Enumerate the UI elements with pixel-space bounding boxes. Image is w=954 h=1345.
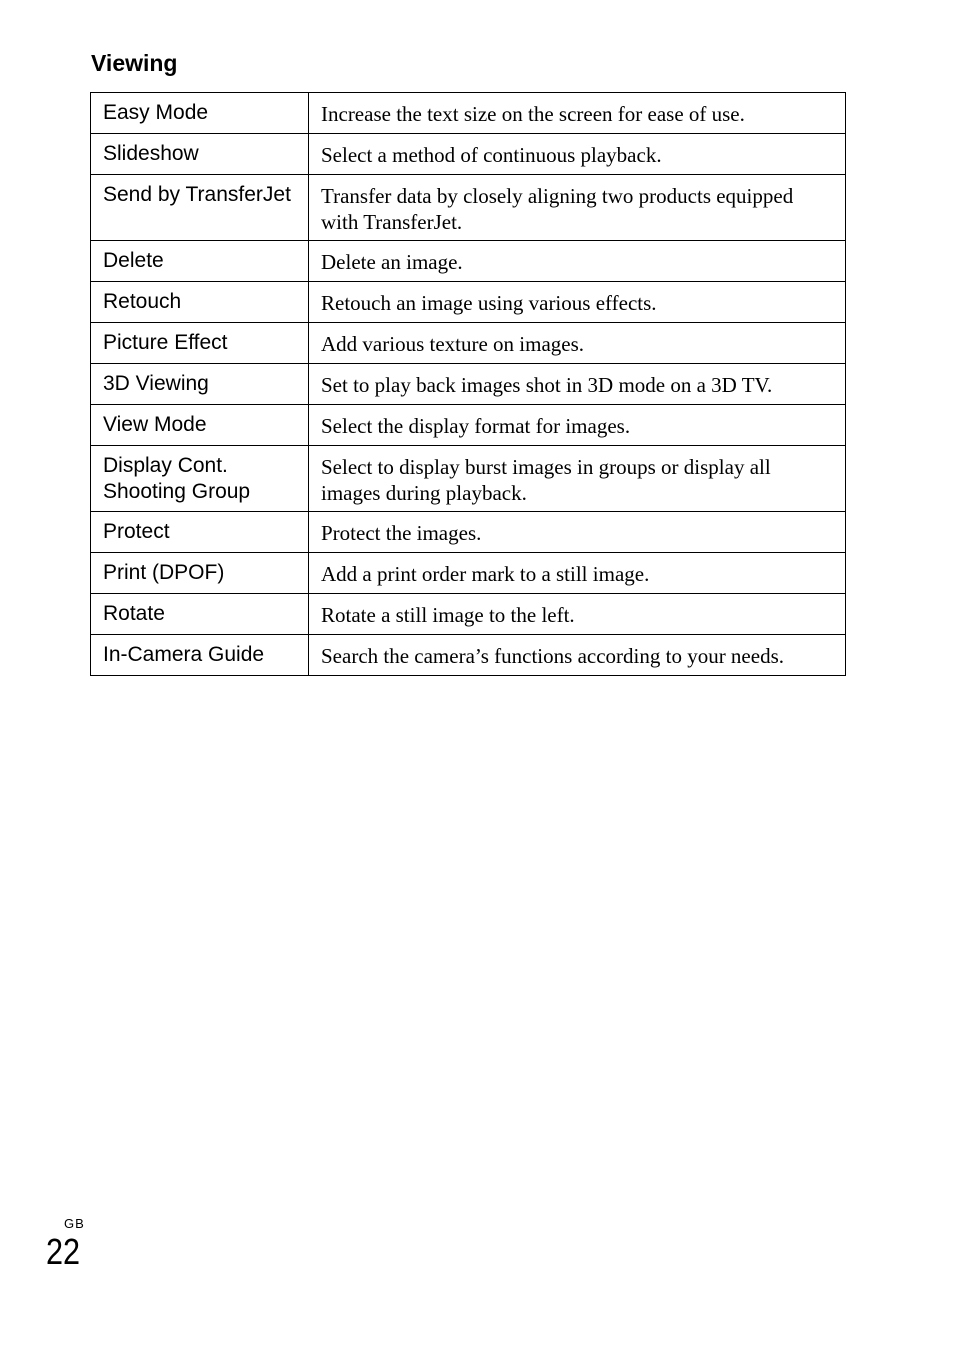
menu-item-description: Select the display format for images. bbox=[309, 405, 846, 446]
menu-item-description: Rotate a still image to the left. bbox=[309, 594, 846, 635]
page-number: 22 bbox=[46, 1231, 81, 1272]
menu-item-name: 3D Viewing bbox=[91, 364, 309, 405]
table-row bbox=[91, 594, 846, 635]
menu-item-name: Easy Mode bbox=[91, 93, 309, 134]
table-row bbox=[91, 553, 846, 594]
section-title: Viewing bbox=[91, 50, 178, 76]
menu-item-description: Search the camera’s functions according to your needs. bbox=[309, 635, 846, 676]
menu-item-name: Picture Effect bbox=[91, 323, 309, 364]
menu-item-name: Display Cont. Shooting Group bbox=[91, 446, 309, 512]
table-row bbox=[91, 446, 846, 512]
menu-item-description: Delete an image. bbox=[309, 241, 846, 282]
viewing-menu-table bbox=[90, 92, 846, 676]
table-row bbox=[91, 405, 846, 446]
menu-item-description: Increase the text size on the screen for ease of use. bbox=[309, 93, 846, 134]
menu-item-name: Print (DPOF) bbox=[91, 553, 309, 594]
menu-item-description: Set to play back images shot in 3D mode on a 3D TV. bbox=[309, 364, 846, 405]
menu-item-name: Rotate bbox=[91, 594, 309, 635]
table-row bbox=[91, 282, 846, 323]
menu-item-description: Retouch an image using various effects. bbox=[309, 282, 846, 323]
table-row bbox=[91, 635, 846, 676]
menu-item-description: Transfer data by closely aligning two products equipped with TransferJet. bbox=[309, 175, 846, 241]
menu-item-name: Protect bbox=[91, 512, 309, 553]
region-code: GB bbox=[64, 1216, 85, 1231]
table-row bbox=[91, 364, 846, 405]
table-row bbox=[91, 512, 846, 553]
menu-item-name: In-Camera Guide bbox=[91, 635, 309, 676]
menu-item-description: Select to display burst images in groups or display all images during playback. bbox=[309, 446, 846, 512]
table-row bbox=[91, 93, 846, 134]
menu-item-name: Slideshow bbox=[91, 134, 309, 175]
table-row bbox=[91, 323, 846, 364]
menu-item-description: Protect the images. bbox=[309, 512, 846, 553]
table-row bbox=[91, 134, 846, 175]
menu-item-name: View Mode bbox=[91, 405, 309, 446]
menu-item-description: Select a method of continuous playback. bbox=[309, 134, 846, 175]
table-row bbox=[91, 175, 846, 241]
menu-item-name: Delete bbox=[91, 241, 309, 282]
table-row bbox=[91, 241, 846, 282]
menu-item-description: Add various texture on images. bbox=[309, 323, 846, 364]
menu-item-name: Retouch bbox=[91, 282, 309, 323]
menu-item-name: Send by TransferJet bbox=[91, 175, 309, 241]
menu-item-description: Add a print order mark to a still image. bbox=[309, 553, 846, 594]
